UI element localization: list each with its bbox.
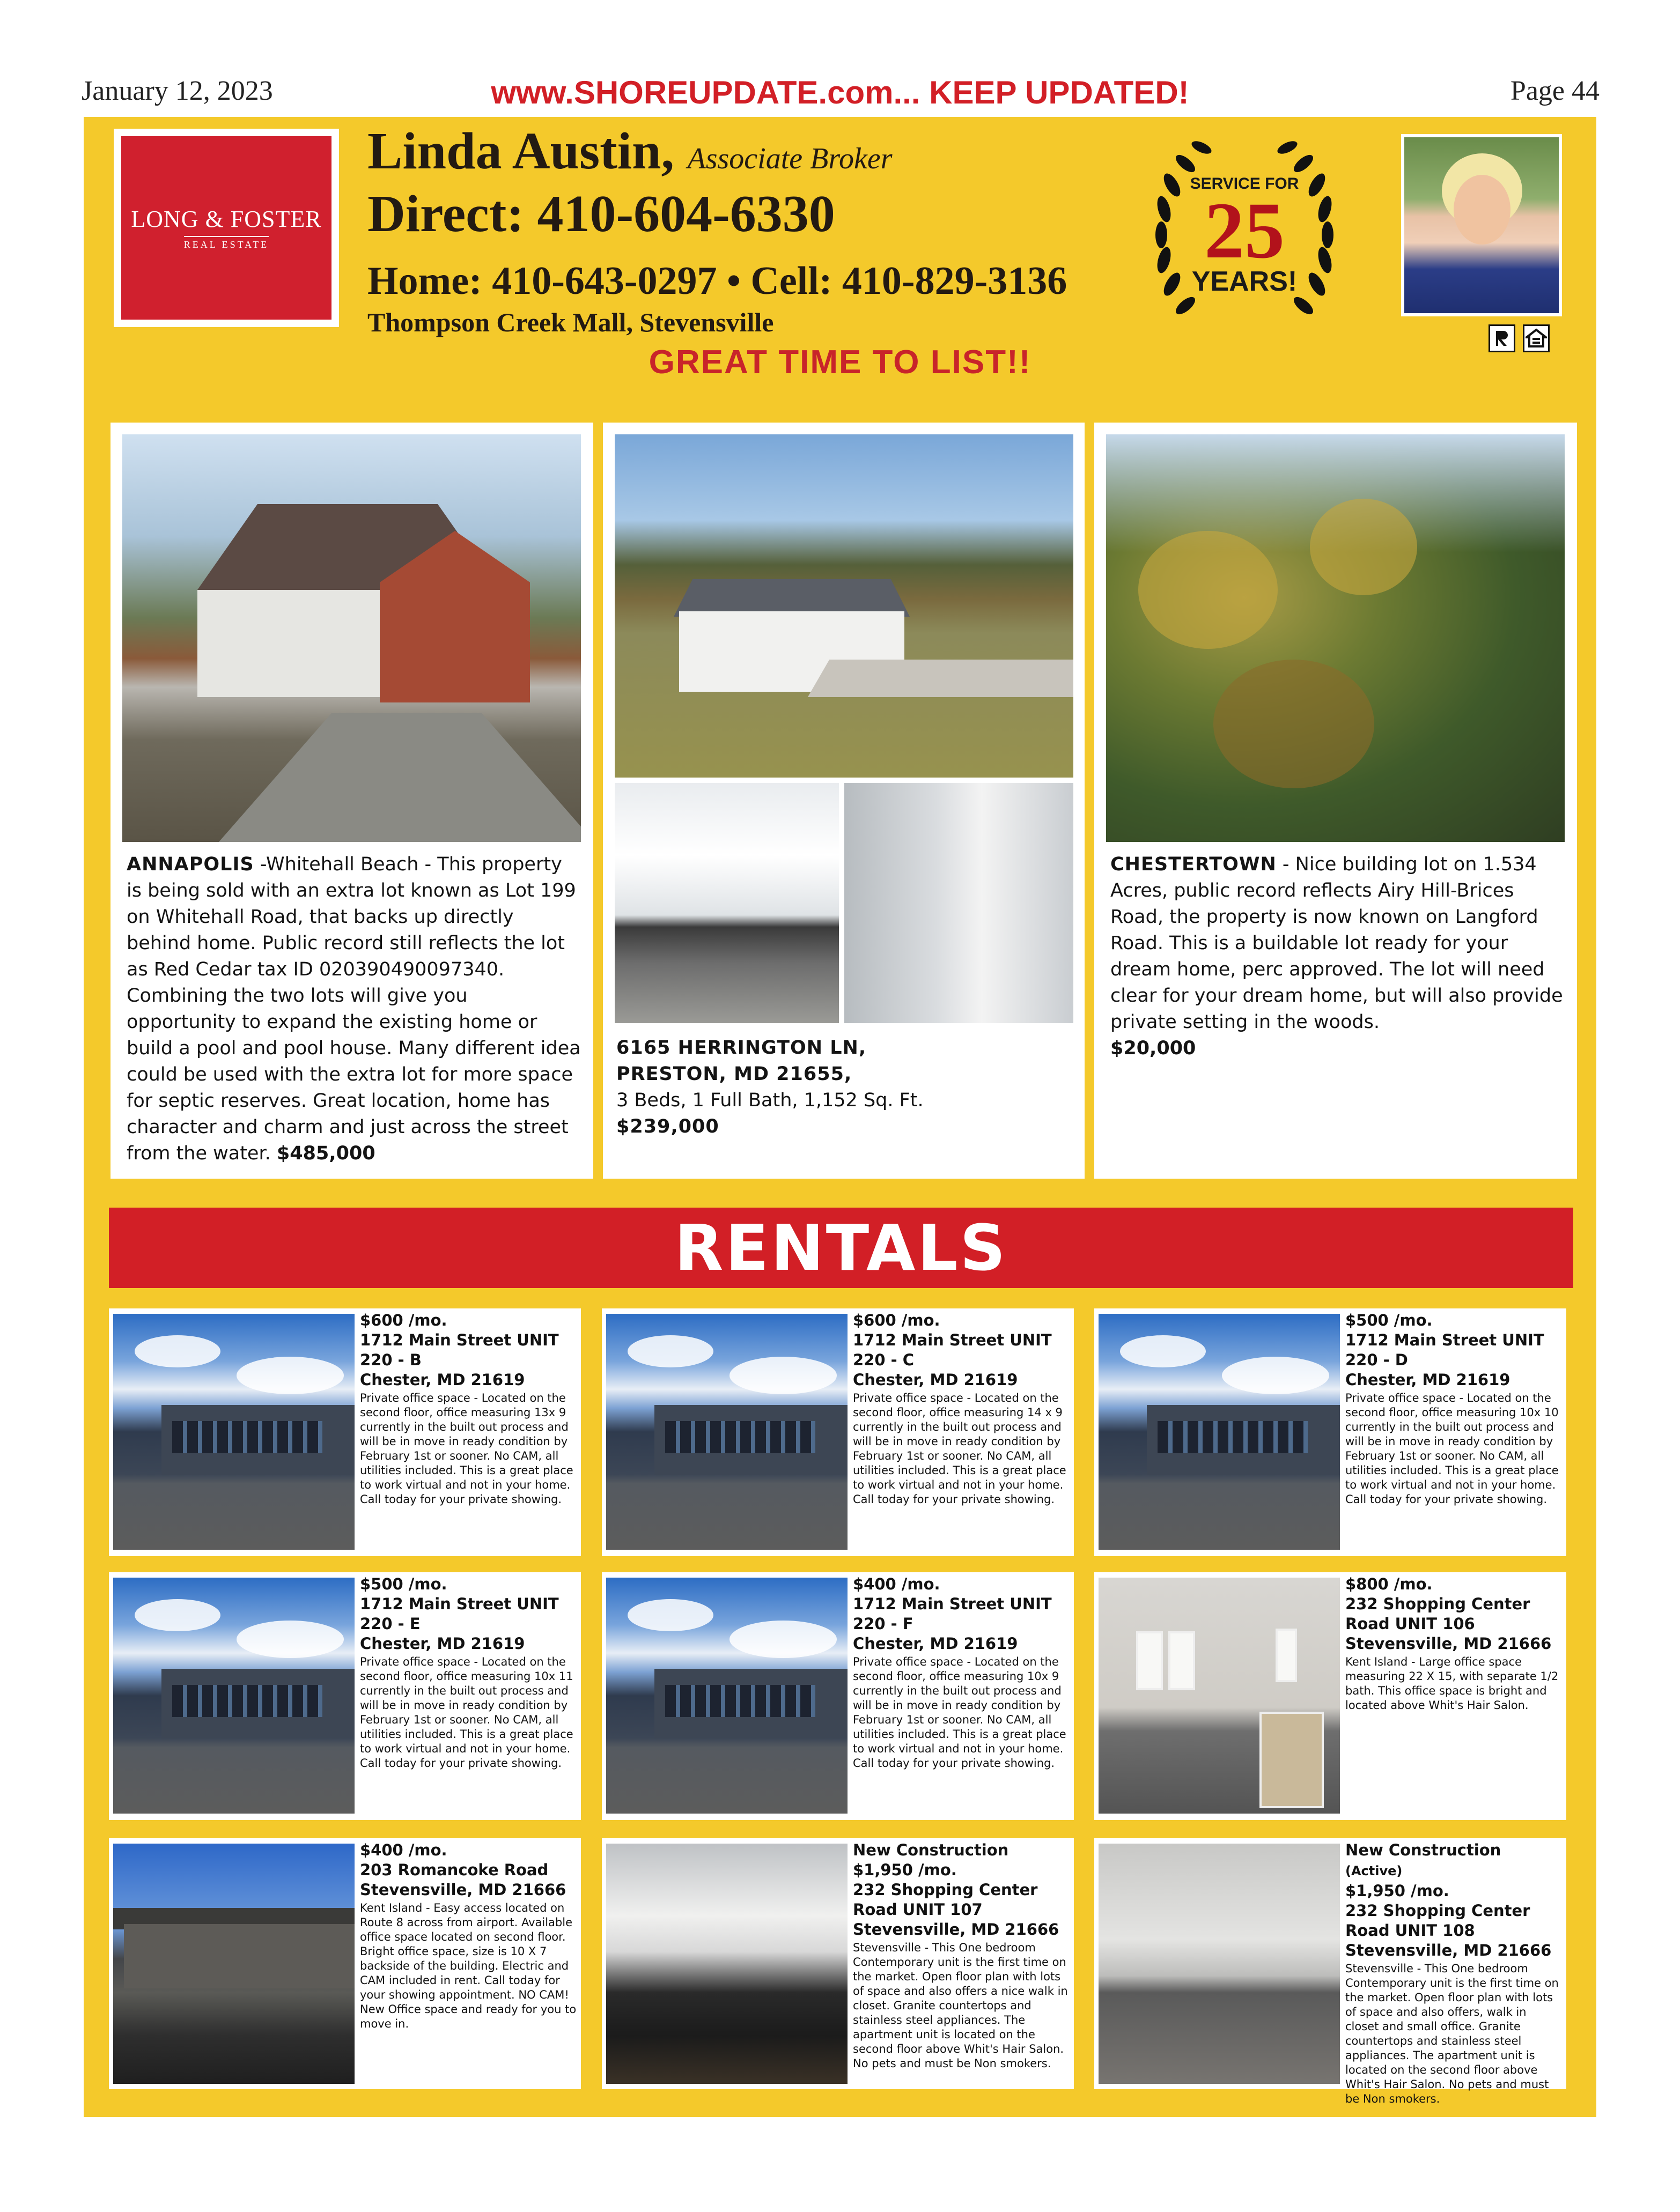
rental-text: [853, 1574, 1070, 1771]
rental-price: $800 /mo.: [1345, 1575, 1433, 1593]
rental-address-line2: Stevensville, MD 21666: [360, 1881, 566, 1899]
rental-card-220c[interactable]: [602, 1308, 1074, 1556]
rental-address-line2: 220 - E: [360, 1615, 421, 1633]
rambler-driveway: [808, 660, 1073, 697]
rental-address-line3: Stevensville, MD 21666: [1345, 1634, 1552, 1653]
rental-address-line3: Chester, MD 21619: [1345, 1371, 1510, 1389]
rental-address-line1: 232 Shopping Center: [1345, 1902, 1530, 1920]
rental-card-220f[interactable]: [602, 1572, 1074, 1820]
room-window: [1136, 1631, 1163, 1690]
rental-address-line3: Chester, MD 21619: [360, 1371, 525, 1389]
rental-text: [853, 1840, 1070, 2071]
rental-description: Private office space - Located on the second floor, office measuring 10x 9 currently in the built out process and will be in move in ready condition by February 1st or sooner. No CAM, all utilities included. This is a great place to work virtual and not in your home. Call today for your private showing.: [853, 1655, 1066, 1770]
rental-text: [360, 1574, 577, 1771]
rental-address-line1: 1712 Main Street UNIT: [853, 1331, 1052, 1349]
preston-description: [616, 1035, 1072, 1140]
rental-office-photo[interactable]: [1099, 1314, 1340, 1550]
rental-card-unit107[interactable]: [602, 1838, 1074, 2089]
rental-price: $1,950 /mo.: [853, 1861, 957, 1879]
cloud: [1120, 1335, 1206, 1367]
site-banner-link[interactable]: www.SHOREUPDATE.com... KEEP UPDATED!: [491, 75, 1189, 110]
rental-office-photo[interactable]: [113, 1578, 355, 1814]
rental-address-line3: Stevensville, MD 21666: [1345, 1941, 1552, 1959]
listing-chestertown[interactable]: [1094, 423, 1577, 1179]
chestertown-price: $20,000: [1110, 1038, 1196, 1059]
issue-date: January 12, 2023: [82, 76, 273, 106]
preston-price: $239,000: [616, 1116, 719, 1137]
rental-open-plan-photo[interactable]: [1099, 1844, 1340, 2084]
rental-text: [1345, 1574, 1563, 1713]
rental-description: Kent Island - Easy access located on Route 8 across from airport. Available office space located on second floor. Bright office space, size is 10 X 7 backside of the building. Electric and CAM included in rent. Call today for your showing appointment. NO CAM! New Office space and ready for you to move in.: [360, 1902, 577, 2030]
badge-years-label: YEARS!: [1191, 266, 1298, 297]
rental-address-line3: Chester, MD 21619: [853, 1634, 1018, 1653]
agent-title: Associate Broker: [687, 142, 893, 175]
cloud: [237, 1621, 344, 1658]
rental-description: Stevensville - This One bedroom Contemporary unit is the first time on the market. Open floor plan with lots of space and also offers, walk in closet and small office. Granite countertops and stainless steel appliances. The apartment unit is located on the second floor above Whit's Hair Salon. No pets and must be Non smokers.: [1345, 1962, 1559, 2105]
rental-price: $400 /mo.: [360, 1841, 447, 1859]
logo-sub: REAL ESTATE: [184, 236, 269, 250]
great-time-to-list-heading: GREAT TIME TO LIST!!: [649, 344, 1031, 381]
office-windows: [172, 1685, 322, 1717]
foliage-cluster: [1213, 660, 1374, 788]
agent-name: Linda Austin,: [367, 122, 674, 180]
rental-card-unit108[interactable]: [1094, 1838, 1566, 2105]
foliage-cluster: [1138, 531, 1278, 649]
rental-description: Private office space - Located on the second floor, office measuring 10x 11 currently in the built out process and will be in move in ready condition by February 1st or sooner. No CAM, all utilities included. This is a great place to work virtual and not in your home. Call today for your private showing.: [360, 1655, 573, 1770]
rentals-title: RENTALS: [674, 1211, 1008, 1285]
cloud: [135, 1335, 220, 1367]
bath-inset-photo: [1259, 1712, 1324, 1808]
rental-address-line3: Chester, MD 21619: [360, 1634, 525, 1653]
rental-address-line1: 1712 Main Street UNIT: [360, 1331, 559, 1349]
rental-price: $500 /mo.: [360, 1575, 447, 1593]
rental-address-line2: 220 - C: [853, 1351, 915, 1369]
rental-address-line3: Stevensville, MD 21666: [853, 1920, 1059, 1939]
rental-address-line2: Road UNIT 108: [1345, 1921, 1475, 1940]
agent-name-line: [367, 124, 1151, 186]
rental-kitchen-photo[interactable]: [606, 1844, 848, 2084]
masthead: [0, 0, 1680, 118]
chestertown-body: - Nice building lot on 1.534 Acres, public record reflects Airy Hill-Brices Road, the property is now known on Langford Road. This is a buildable lot ready for your dream home, perc approved. The lot will need clear for your dream home, but will also provide private setting in the woods.: [1110, 854, 1563, 1033]
chestertown-lot-photo[interactable]: [1106, 434, 1565, 842]
cloud: [730, 1357, 837, 1394]
cloud: [730, 1621, 837, 1658]
rental-address-line1: 232 Shopping Center: [853, 1881, 1038, 1899]
cloud: [1222, 1357, 1329, 1394]
listing-preston[interactable]: [603, 423, 1085, 1179]
badge-service-label: SERVICE FOR: [1190, 175, 1299, 193]
agent-home-cell-phones[interactable]: Home: 410-643-0297 • Cell: 410-829-3136: [367, 259, 1067, 303]
rental-tag: New Construction: [1345, 1841, 1501, 1859]
building-row: [124, 1924, 355, 1988]
rental-tag: New Construction: [853, 1841, 1009, 1859]
annapolis-house-photo[interactable]: [122, 434, 581, 842]
service-badge: [1148, 129, 1341, 338]
preston-address-line1: 6165 HERRINGTON LN,: [616, 1037, 867, 1059]
portrait-face: [1454, 175, 1510, 245]
preston-details: 3 Beds, 1 Full Bath, 1,152 Sq. Ft.: [616, 1090, 924, 1111]
rental-card-220d[interactable]: [1094, 1308, 1566, 1556]
rental-office-photo[interactable]: [606, 1578, 848, 1814]
agent-portrait: [1404, 137, 1559, 313]
rental-address-line2: 220 - D: [1345, 1351, 1408, 1369]
rental-text: [360, 1311, 577, 1507]
rental-tag-line: [1345, 1840, 1563, 1881]
rental-address-line1: 232 Shopping Center: [1345, 1595, 1530, 1613]
page-number: Page 44: [1510, 76, 1600, 106]
rental-address-line1: 1712 Main Street UNIT: [853, 1595, 1052, 1613]
annapolis-price: $485,000: [276, 1143, 375, 1164]
rental-address-line1: 1712 Main Street UNIT: [360, 1595, 559, 1613]
cloud: [237, 1357, 344, 1394]
long-foster-logo: [114, 129, 339, 327]
rental-description: Stevensville - This One bedroom Contemporary unit is the first time on the market. Open floor plan with lots of space and also offers a nice walk in closet. Granite countertops and stainless steel appliances. The apartment unit is located on the second floor above Whit's Hair Salon. No pets and must be Non smokers.: [853, 1941, 1068, 2070]
room-window: [1168, 1631, 1195, 1690]
chestertown-city: CHESTERTOWN: [1110, 854, 1277, 875]
office-windows: [1158, 1421, 1308, 1453]
preston-address-line2: PRESTON, MD 21655,: [616, 1063, 852, 1085]
preston-house-photo[interactable]: [615, 434, 1073, 778]
rental-office-photo[interactable]: [606, 1314, 848, 1550]
rental-description: Private office space - Located on the second floor, office measuring 13x 9 currently in the built out process and will be in move in ready condition by February 1st or sooner. No CAM, all utilities included. This is a great place to work virtual and not in your home. Call today for your private showing.: [360, 1392, 573, 1506]
chestertown-description: [1110, 852, 1566, 1062]
rental-card-220b[interactable]: [109, 1308, 581, 1556]
agent-photo: [1401, 134, 1562, 316]
rental-card-unit106[interactable]: [1094, 1572, 1566, 1820]
rental-address-line1: 203 Romancoke Road: [360, 1861, 549, 1879]
agent-office: Thompson Creek Mall, Stevensville: [367, 307, 774, 337]
logo-name: LONG & FOSTER: [131, 206, 322, 232]
cloud: [135, 1599, 220, 1631]
agent-info: [367, 124, 1151, 339]
badge-years-number: 25: [1204, 186, 1285, 275]
rental-text: [1345, 1840, 1563, 2106]
rental-building-photo[interactable]: [113, 1844, 355, 2084]
rental-text: [853, 1311, 1070, 1507]
office-windows: [172, 1421, 322, 1453]
logo-red-box: [121, 136, 331, 320]
annapolis-description: [127, 852, 583, 1167]
rental-address-line2: 220 - B: [360, 1351, 422, 1369]
annapolis-body: -Whitehall Beach - This property is being sold with an extra lot known as Lot 199 on Whitehall Road, that backs up directly behind home. Public record still reflects the lot as Red Cedar tax ID 020390490097340. Combining the two lots will give you opportunity to expand the existing home or build a pool and pool house. Many different idea could be used with the extra lot for more space for septic reserves. Great location, home has character and charm and just across the street from the water.: [127, 854, 581, 1164]
rental-status: (Active): [1345, 1863, 1403, 1878]
rental-price: $600 /mo.: [853, 1311, 940, 1329]
rental-text: [360, 1840, 577, 2031]
cloud: [628, 1335, 713, 1367]
listing-annapolis[interactable]: [110, 423, 593, 1179]
badge-text: [1148, 161, 1341, 295]
office-windows: [665, 1421, 815, 1453]
rental-text: [1345, 1311, 1563, 1507]
rental-address-line1: 1712 Main Street UNIT: [1345, 1331, 1544, 1349]
rental-card-220e[interactable]: [109, 1572, 581, 1820]
annapolis-city: ANNAPOLIS: [127, 854, 254, 875]
rental-price: $400 /mo.: [853, 1575, 940, 1593]
rental-price: $1,950 /mo.: [1345, 1882, 1449, 1900]
rental-card-romancoke[interactable]: [109, 1838, 581, 2089]
rental-address-line3: Chester, MD 21619: [853, 1371, 1018, 1389]
rentals-banner: [109, 1208, 1573, 1288]
rental-price: $600 /mo.: [360, 1311, 447, 1329]
cloud: [628, 1599, 713, 1631]
rental-description: Private office space - Located on the second floor, office measuring 10x 10 currently in the built out process and will be in move in ready condition by February 1st or sooner. No CAM, all utilities included. This is a great place to work virtual and not in your home. Call today for your private showing.: [1345, 1392, 1559, 1506]
rental-price: $500 /mo.: [1345, 1311, 1433, 1329]
agent-direct-phone[interactable]: Direct: 410-604-6330: [367, 185, 835, 243]
office-windows: [665, 1685, 815, 1717]
foliage-cluster: [1310, 499, 1417, 595]
rental-office-photo[interactable]: [113, 1314, 355, 1550]
room-window: [1276, 1629, 1297, 1682]
rental-address-line2: Road UNIT 107: [853, 1900, 983, 1919]
rental-room-photo[interactable]: [1099, 1578, 1340, 1814]
preston-bath-photo[interactable]: [844, 783, 1073, 1023]
preston-kitchen-photo[interactable]: [615, 783, 839, 1023]
rental-description: Kent Island - Large office space measuring 22 X 15, with separate 1/2 bath. This office space is bright and located above Whit's Hair Salon.: [1345, 1655, 1559, 1712]
house-driveway: [219, 713, 581, 842]
rental-address-line2: 220 - F: [853, 1615, 913, 1633]
rental-address-line2: Road UNIT 106: [1345, 1615, 1475, 1633]
rental-description: Private office space - Located on the second floor, office measuring 14 x 9 currently in the built out process and will be in move in ready condition by February 1st or sooner. No CAM, all utilities included. This is a great place to work virtual and not in your home. Call today for your private showing.: [853, 1392, 1066, 1506]
